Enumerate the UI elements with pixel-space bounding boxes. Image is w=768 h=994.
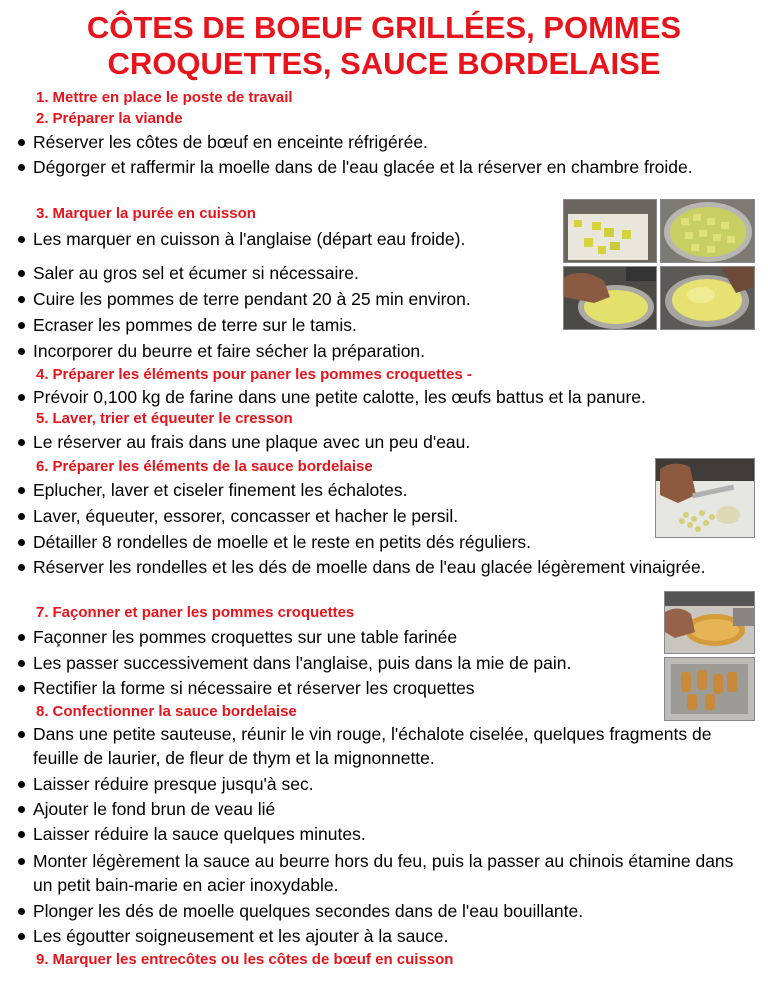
step-heading-3: 3. Marquer la purée en cuisson xyxy=(36,205,256,222)
step-heading-1: 1. Mettre en place le poste de travail xyxy=(36,89,293,106)
step-heading-2: 2. Préparer la viande xyxy=(36,110,183,127)
list-item: Laisser réduire presque jusqu'à sec. xyxy=(18,772,738,796)
list-item: Incorporer du beurre et faire sécher la préparation. xyxy=(18,339,558,363)
list-item: Les passer successivement dans l'anglaise, puis dans la mie de pain. xyxy=(18,651,658,675)
list-item: Saler au gros sel et écumer si nécessaire. xyxy=(18,261,558,285)
photo-mashing-potatoes xyxy=(563,266,657,330)
list-item: Dégorger et raffermir la moelle dans de l'eau glacée et la réserver en chambre froide. xyxy=(18,155,738,179)
list-item: Prévoir 0,100 kg de farine dans une petite calotte, les œufs battus et la panure. xyxy=(18,385,758,409)
photo-puree-in-pan xyxy=(660,266,755,330)
photo-shaping-croquettes xyxy=(664,591,755,654)
list-item: Détailler 8 rondelles de moelle et le reste en petits dés réguliers. xyxy=(18,530,738,554)
list-item: Façonner les pommes croquettes sur une table farinée xyxy=(18,625,658,649)
list-item: Les égoutter soigneusement et les ajouter à la sauce. xyxy=(18,924,738,948)
step-heading-6: 6. Préparer les éléments de la sauce bordelaise xyxy=(36,458,373,475)
step-heading-8: 8. Confectionner la sauce bordelaise xyxy=(36,703,297,720)
photo-croquettes-tray xyxy=(664,657,755,721)
list-item: Eplucher, laver et ciseler finement les échalotes. xyxy=(18,478,638,502)
list-item: Laver, équeuter, essorer, concasser et hacher le persil. xyxy=(18,504,638,528)
list-item: Ajouter le fond brun de veau lié xyxy=(18,797,738,821)
photo-potatoes-cutting-board xyxy=(563,199,657,263)
list-item: Laisser réduire la sauce quelques minutes. xyxy=(18,822,738,846)
page-title: CÔTES DE BOEUF GRILLÉES, POMMES CROQUETTES, SAUCE BORDELAISE xyxy=(86,10,682,81)
list-item: Le réserver au frais dans une plaque avec un peu d'eau. xyxy=(18,430,638,454)
list-item: Réserver les côtes de bœuf en enceinte réfrigérée. xyxy=(18,130,738,154)
list-item: Dans une petite sauteuse, réunir le vin rouge, l'échalote ciselée, quelques fragments de feuille de laurier, de fleur de thym et la mignonnette. xyxy=(18,722,718,770)
step-heading-9: 9. Marquer les entrecôtes ou les côtes de bœuf en cuisson xyxy=(36,951,454,968)
list-item: Plonger les dés de moelle quelques secondes dans de l'eau bouillante. xyxy=(18,899,738,923)
list-item: Cuire les pommes de terre pendant 20 à 25 min environ. xyxy=(18,287,558,311)
list-item: Monter légèrement la sauce au beurre hors du feu, puis la passer au chinois étamine dans un petit bain-marie en acier inoxydable. xyxy=(18,849,738,897)
list-item: Les marquer en cuisson à l'anglaise (départ eau froide). xyxy=(18,227,558,251)
photo-potatoes-pot xyxy=(660,199,755,263)
list-item: Réserver les rondelles et les dés de moelle dans de l'eau glacée légèrement vinaigrée. xyxy=(18,555,738,579)
list-item: Rectifier la forme si nécessaire et réserver les croquettes xyxy=(18,676,658,700)
list-item: Ecraser les pommes de terre sur le tamis. xyxy=(18,313,558,337)
step-heading-4: 4. Préparer les éléments pour paner les pommes croquettes - xyxy=(36,366,472,383)
photo-chopping-shallots xyxy=(655,458,755,538)
step-heading-7: 7. Façonner et paner les pommes croquettes xyxy=(36,604,355,621)
step-heading-5: 5. Laver, trier et équeuter le cresson xyxy=(36,410,293,427)
